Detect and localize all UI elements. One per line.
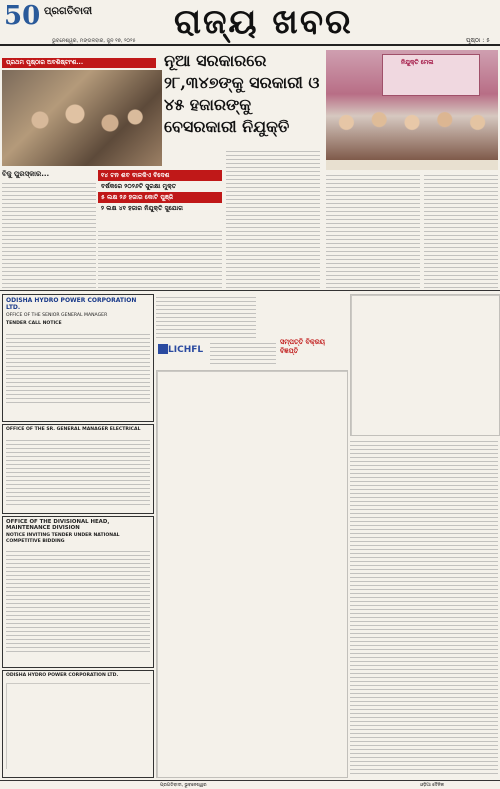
highlight-line2: ବର୍ଷକରେ ୨୦୨୬ଟି ସୁରକ୍ଷା ମୁକ୍ତ xyxy=(101,183,177,190)
article-text-col2 xyxy=(98,228,222,288)
ohpc3-ad-title: ODISHA HYDRO POWER CORPORATION LTD. xyxy=(6,673,119,678)
footer-left: ପ୍ରଗତିବାଦୀ, ଭୁବନେଶ୍ୱର xyxy=(160,783,207,788)
lic-notice-intro xyxy=(210,340,276,366)
idco-ad-title: OFFICE OF THE DIVISIONAL HEAD, MAINTENANCE DIVISION xyxy=(6,519,110,531)
footer-right: ଓଡ଼ିଆ ଦୈନିକ xyxy=(420,783,444,788)
ohpc-notice-ad xyxy=(2,424,154,514)
event-banner-text: ନିଯୁକ୍ତି ମେଳା xyxy=(401,59,434,66)
paper-name: ପ୍ରଗତିବାଦୀ xyxy=(44,6,93,17)
ohpc3-ad-table xyxy=(6,683,150,769)
lic-brand: LICHFL xyxy=(168,345,204,355)
idco-ad-body xyxy=(6,548,150,652)
dateline: ଭୁବନେଶ୍ୱର, ମଙ୍ଗଳବାର, ଜୁନ ୧୭, ୨୦୨୫ xyxy=(52,38,136,44)
highlight-box xyxy=(98,170,222,226)
section-divider xyxy=(0,290,500,291)
event-banner xyxy=(382,54,480,96)
article-text-col4 xyxy=(326,172,420,288)
ohpc-ad-body xyxy=(6,331,150,403)
lic-notice-heading: ସମ୍ପତ୍ତି ବିକ୍ରୟ ବିଜ୍ଞପ୍ତି xyxy=(280,338,326,355)
ohpc-bottom-ad xyxy=(2,670,154,778)
sub-headline: ବିଜୁ ପୁରସ୍କାର... xyxy=(2,170,50,178)
highlight-line1: ୧୪ ଟନ ଶବ ବାଳକିଏ ବିଦେଶ xyxy=(98,170,222,181)
ohpc2-ad-title: OFFICE OF THE SR. GENERAL MANAGER ELECTRICAL xyxy=(6,427,141,432)
lic-logo-mark xyxy=(158,344,168,354)
highlight-line4: ୨ ଲକ୍ଷ ୪୧ ହଜାର ନିଯୁକ୍ତି ସୁଯୋଗ xyxy=(101,205,183,212)
idco-ad-subtitle: NOTICE INVITING TENDER UNDER NATIONAL COMPETITIVE BIDDING xyxy=(6,533,120,544)
section-title: ରାଜ୍ୟ ଖବର xyxy=(174,2,353,42)
ohpc-ad-title: ODISHA HYDRO POWER CORPORATION LTD. xyxy=(6,297,137,311)
highlight-line3: ୫ ଲକ୍ଷ ୨୬ ହଜାର କୋଟି ପୁଞ୍ଜି xyxy=(98,192,222,203)
auction-terms-text xyxy=(350,438,498,776)
ohpc-ad-subtitle: OFFICE OF THE SENIOR GENERAL MANAGER xyxy=(6,313,108,318)
ohpc-tender-ad xyxy=(2,294,154,422)
continuation-strip: ପ୍ରଥମ ପୃଷ୍ଠାର ଅବଶିଷ୍ଟାଂଶ... xyxy=(2,58,156,68)
article-text-col3 xyxy=(226,148,320,288)
photo-caption xyxy=(326,160,498,170)
article-text-col1 xyxy=(2,180,96,288)
page-number: ପୃଷ୍ଠା : ୫ xyxy=(466,37,490,44)
auction-table xyxy=(350,294,500,436)
lic-property-table xyxy=(156,370,348,778)
lead-headline: ନୂଆ ସରକାରରେ ୨୮,୩୪୭ଙ୍କୁ ସରକାରୀ ଓ ୪୫ ହଜାରଙ୍କୁ ବେସରକାରୀ ନିଯୁକ୍ତି xyxy=(164,51,320,136)
lead-photo-right xyxy=(326,50,498,160)
lead-photo-left xyxy=(2,70,162,166)
idco-tender-ad xyxy=(2,516,154,668)
article-text-col5 xyxy=(424,172,498,288)
article-text-col6 xyxy=(156,294,256,338)
anniversary-logo: 50 xyxy=(4,1,41,31)
ohpc-ad-tender-call: TENDER CALL NOTICE xyxy=(6,321,62,326)
ohpc2-ad-body xyxy=(6,437,150,507)
